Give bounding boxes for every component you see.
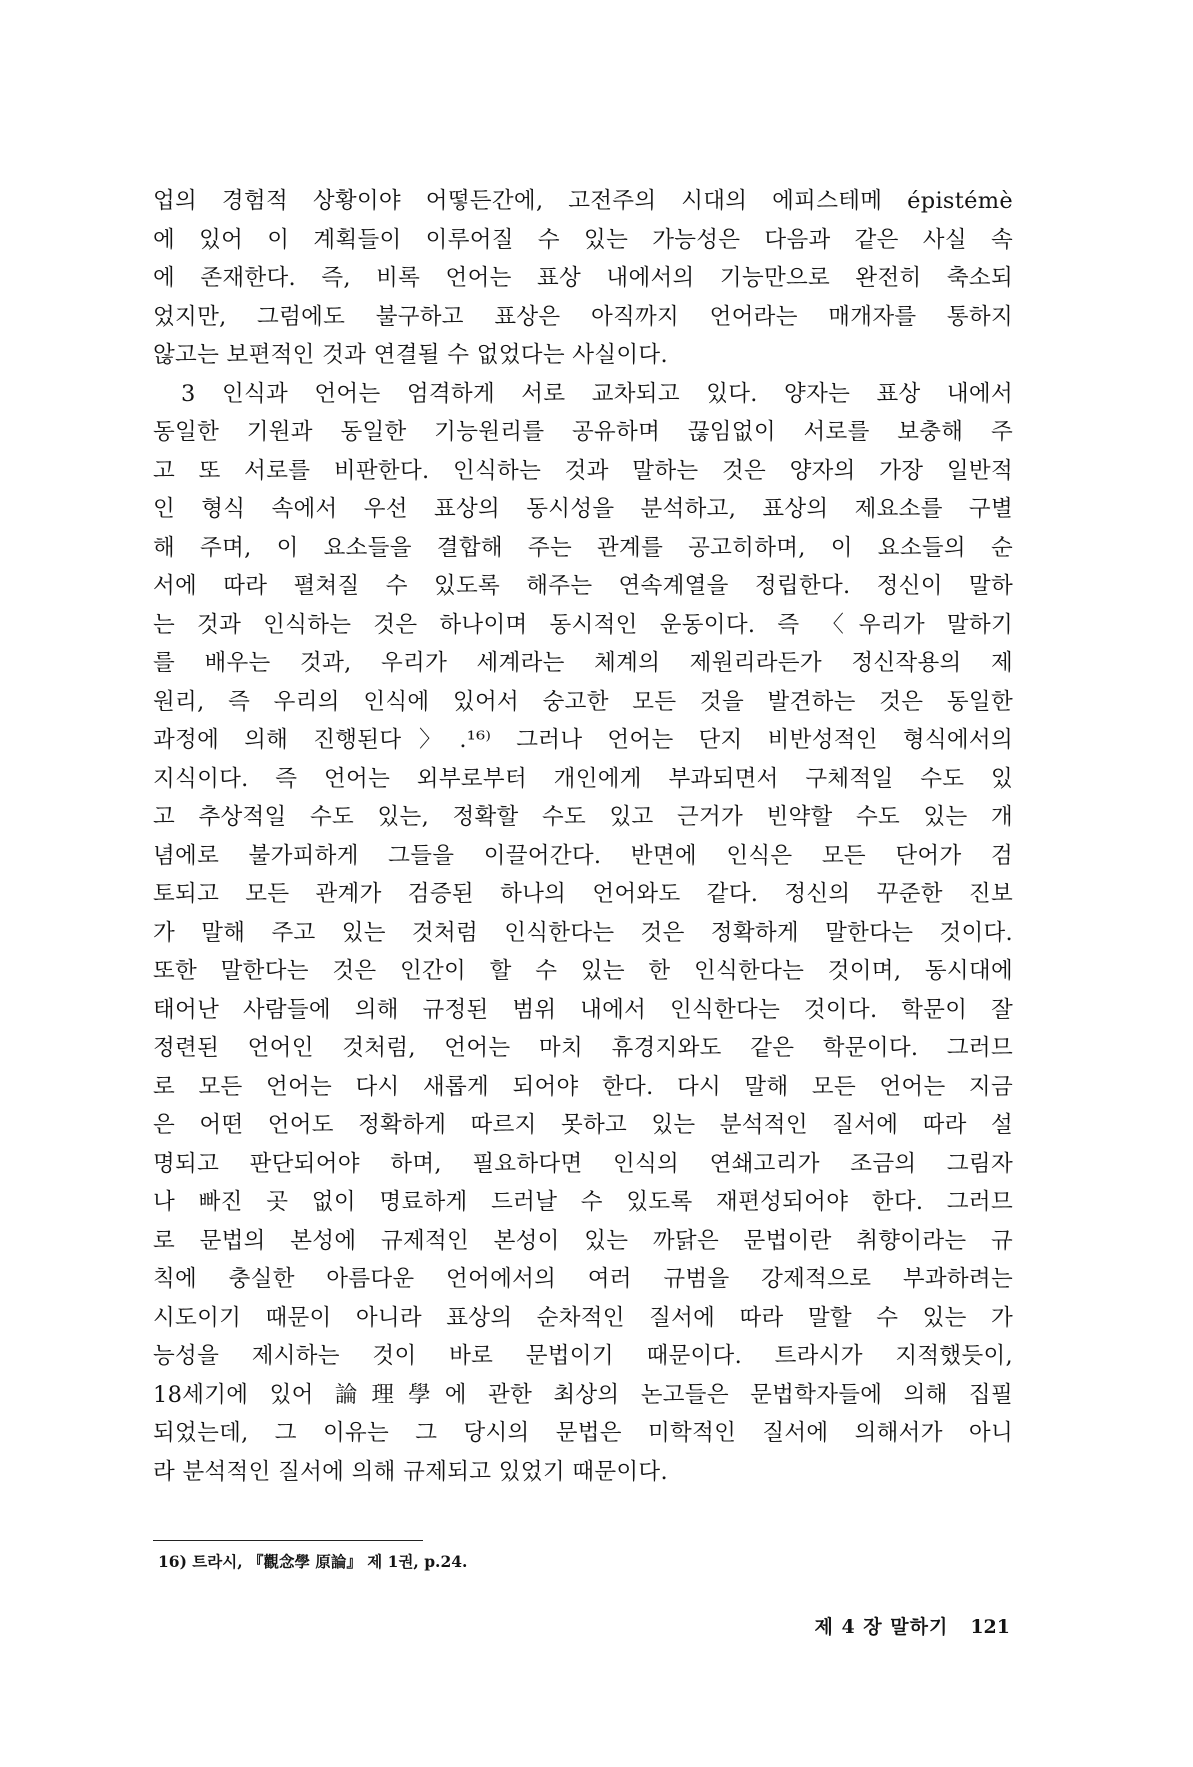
text-line: 지식이다. 즉 언어는 외부로부터 개인에게 부과되면서 구체적일 수도 있 bbox=[153, 765, 1013, 792]
text-line: 명되고 판단되어야 하며, 필요하다면 인식의 연쇄고리가 조금의 그림자 bbox=[153, 1150, 1013, 1177]
page-footer bbox=[755, 1612, 1010, 1639]
page-number: 121 bbox=[970, 1616, 1010, 1638]
text-line: 과정에 의해 진행된다〉.¹⁶⁾ 그러나 언어는 단지 비반성적인 형식에서의 bbox=[153, 727, 1013, 753]
text-line: 라 분석적인 질서에 의해 규제되고 있었기 때문이다. bbox=[153, 1458, 668, 1485]
text-line: 되었는데, 그 이유는 그 당시의 문법은 미학적인 질서에 의해서가 아니 bbox=[153, 1420, 1013, 1446]
text-line: 는 것과 인식하는 것은 하나이며 동시적인 운동이다. 즉 〈우리가 말하기 bbox=[153, 611, 1013, 638]
text-line: 념에로 불가피하게 그들을 이끌어간다. 반면에 인식은 모든 단어가 검 bbox=[153, 842, 1013, 869]
text-line: 고 또 서로를 비판한다. 인식하는 것과 말하는 것은 양자의 가장 일반적 bbox=[153, 457, 1013, 484]
text-line: 로 모든 언어는 다시 새롭게 되어야 한다. 다시 말해 모든 언어는 지금 bbox=[153, 1073, 1013, 1100]
text-line: 업의 경험적 상황이야 어떻든간에, 고전주의 시대의 에피스테메 épistémè bbox=[153, 188, 1013, 214]
text-line: 서에 따라 펼쳐질 수 있도록 해주는 연속계열을 정립한다. 정신이 말하 bbox=[153, 573, 1013, 599]
text-line: 토되고 모든 관계가 검증된 하나의 언어와도 같다. 정신의 꾸준한 진보 bbox=[153, 881, 1013, 907]
paragraph-start-line: 3 인식과 언어는 엄격하게 서로 교차되고 있다. 양자는 표상 내에서 bbox=[181, 380, 1013, 407]
text-line: 로 문법의 본성에 규제적인 본성이 있는 까닭은 문법이란 취향이라는 규 bbox=[153, 1227, 1013, 1254]
text-line: 를 배우는 것과, 우리가 세계라는 체계의 제원리라든가 정신작용의 제 bbox=[153, 650, 1013, 676]
footnote-divider bbox=[153, 1540, 423, 1541]
text-line: 었지만, 그럼에도 불구하고 표상은 아직까지 언어라는 매개자를 통하지 bbox=[153, 303, 1013, 330]
footnote: 16) 트라시, 『觀念學 原論』 제 1권, p.24. bbox=[158, 1552, 468, 1571]
running-footer-chapter: 제 4 장 말하기 bbox=[814, 1616, 949, 1638]
text-line: 태어난 사람들에 의해 규정된 범위 내에서 인식한다는 것이다. 학문이 잘 bbox=[153, 996, 1013, 1023]
text-line: 18세기에 있어 論理學에 관한 최상의 논고들은 문법학자들에 의해 집필 bbox=[153, 1381, 1013, 1408]
text-line: 해 주며, 이 요소들을 결합해 주는 관계를 공고히하며, 이 요소들의 순 bbox=[153, 534, 1013, 561]
text-line: 에 있어 이 계획들이 이루어질 수 있는 가능성은 다음과 같은 사실 속 bbox=[153, 226, 1013, 253]
text-line: 은 어떤 언어도 정확하게 따르지 못하고 있는 분석적인 질서에 따라 설 bbox=[153, 1112, 1013, 1138]
text-line: 또한 말한다는 것은 인간이 할 수 있는 한 인식한다는 것이며, 동시대에 bbox=[153, 958, 1013, 984]
text-line: 가 말해 주고 있는 것처럼 인식한다는 것은 정확하게 말한다는 것이다. bbox=[153, 919, 1013, 946]
text-line: 원리, 즉 우리의 인식에 있어서 숭고한 모든 것을 발견하는 것은 동일한 bbox=[153, 688, 1013, 715]
text-line: 칙에 충실한 아름다운 언어에서의 여러 규범을 강제적으로 부과하려는 bbox=[153, 1266, 1013, 1292]
text-line: 동일한 기원과 동일한 기능원리를 공유하며 끊임없이 서로를 보충해 주 bbox=[153, 419, 1013, 445]
text-line: 나 빠진 곳 없이 명료하게 드러날 수 있도록 재편성되어야 한다. 그러므 bbox=[153, 1189, 1013, 1215]
text-line: 않고는 보편적인 것과 연결될 수 없었다는 사실이다. bbox=[153, 342, 668, 368]
text-line: 인 형식 속에서 우선 표상의 동시성을 분석하고, 표상의 제요소를 구별 bbox=[153, 496, 1013, 522]
body-text bbox=[153, 182, 1013, 1491]
text-line: 시도이기 때문이 아니라 표상의 순차적인 질서에 따라 말할 수 있는 가 bbox=[153, 1304, 1013, 1331]
text-line: 고 추상적일 수도 있는, 정확할 수도 있고 근거가 빈약할 수도 있는 개 bbox=[153, 804, 1013, 830]
text-line: 정련된 언어인 것처럼, 언어는 마치 휴경지와도 같은 학문이다. 그러므 bbox=[153, 1035, 1013, 1061]
text-line: 에 존재한다. 즉, 비록 언어는 표상 내에서의 기능만으로 완전히 축소되 bbox=[153, 265, 1013, 291]
text-line: 능성을 제시하는 것이 바로 문법이기 때문이다. 트라시가 지적했듯이, bbox=[153, 1343, 1013, 1369]
